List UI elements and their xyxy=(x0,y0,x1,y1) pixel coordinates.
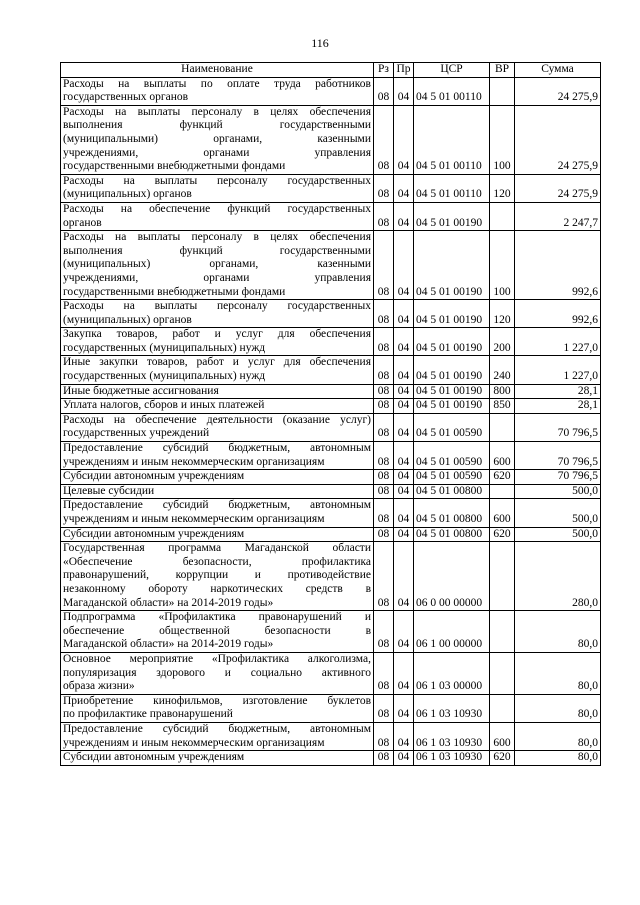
row-name xyxy=(61,527,374,542)
row-name-line: государственных (муниципальных) нужд xyxy=(63,341,266,354)
row-csr: 04 5 01 00800 xyxy=(414,484,490,499)
row-sum: 80,0 xyxy=(515,652,601,694)
row-name xyxy=(61,751,374,766)
row-vr: 600 xyxy=(490,442,515,470)
row-name-line: Магаданской области» на 2014-2019 годы» xyxy=(63,638,274,651)
row-vr xyxy=(490,413,515,441)
row-name xyxy=(61,542,374,611)
row-csr: 04 5 01 00190 xyxy=(414,356,490,384)
row-name-line: государственными внебюджетными фондами xyxy=(63,160,286,173)
row-name xyxy=(61,484,374,499)
row-name-line: образа жизни» xyxy=(63,680,135,693)
row-sum: 80,0 xyxy=(515,611,601,653)
row-sum: 70 796,5 xyxy=(515,442,601,470)
table-row xyxy=(61,722,601,750)
row-csr: 06 1 03 10930 xyxy=(414,751,490,766)
row-pr: 04 xyxy=(394,542,414,611)
row-vr: 620 xyxy=(490,470,515,485)
row-name xyxy=(61,399,374,414)
table-row xyxy=(61,470,601,485)
row-rz: 08 xyxy=(374,722,394,750)
row-vr: 850 xyxy=(490,399,515,414)
row-pr: 04 xyxy=(394,356,414,384)
row-csr: 04 5 01 00800 xyxy=(414,527,490,542)
row-name-line: Основное мероприятие «Профилактика алкоголизма, xyxy=(63,652,371,665)
row-name-line: правонарушений, коррупции и противодействие xyxy=(63,569,371,582)
row-csr: 06 1 03 00000 xyxy=(414,652,490,694)
row-sum: 280,0 xyxy=(515,542,601,611)
row-rz: 08 xyxy=(374,652,394,694)
row-name-line: Иные закупки товаров, работ и услуг для обеспечения xyxy=(63,356,371,369)
row-vr: 100 xyxy=(490,231,515,300)
table-row xyxy=(61,442,601,470)
row-sum: 992,6 xyxy=(515,231,601,300)
table-row xyxy=(61,105,601,174)
row-name-line: (муниципальных) органами, казенными xyxy=(63,258,371,271)
row-name xyxy=(61,202,374,230)
row-name-line: Уплата налогов, сборов и иных платежей xyxy=(63,399,265,412)
row-name-line: Закупка товаров, работ и услуг для обеспечения xyxy=(63,328,371,341)
row-csr: 04 5 01 00190 xyxy=(414,399,490,414)
row-csr: 04 5 01 00190 xyxy=(414,328,490,356)
row-name xyxy=(61,442,374,470)
row-vr xyxy=(490,652,515,694)
table-row xyxy=(61,300,601,328)
row-rz: 08 xyxy=(374,105,394,174)
table-row xyxy=(61,542,601,611)
row-rz: 08 xyxy=(374,356,394,384)
row-vr: 620 xyxy=(490,751,515,766)
header-csr: ЦСР xyxy=(414,63,490,78)
row-pr: 04 xyxy=(394,77,414,105)
table-row xyxy=(61,356,601,384)
table-row xyxy=(61,499,601,527)
table-row xyxy=(61,652,601,694)
row-vr xyxy=(490,202,515,230)
table-row xyxy=(61,202,601,230)
row-pr: 04 xyxy=(394,384,414,399)
row-name-line: (муниципальными) органами, казенными xyxy=(63,132,371,145)
row-pr: 04 xyxy=(394,652,414,694)
table-row xyxy=(61,399,601,414)
row-vr: 120 xyxy=(490,174,515,202)
row-name-line: Целевые субсидии xyxy=(63,484,155,497)
row-csr: 04 5 01 00590 xyxy=(414,470,490,485)
row-name-line: Приобретение кинофильмов, изготовление буклетов xyxy=(63,694,371,707)
row-name-line: незаконному обороту наркотических средств в xyxy=(63,582,371,595)
row-sum: 500,0 xyxy=(515,484,601,499)
row-sum: 70 796,5 xyxy=(515,413,601,441)
row-name xyxy=(61,328,374,356)
row-name-line: учреждениями, органами управления xyxy=(63,146,371,159)
row-rz: 08 xyxy=(374,231,394,300)
table-row xyxy=(61,384,601,399)
row-name-line: Предоставление субсидий бюджетным, автономным xyxy=(63,442,371,455)
row-csr: 06 1 03 10930 xyxy=(414,722,490,750)
row-sum: 1 227,0 xyxy=(515,356,601,384)
row-name-line: государственными внебюджетными фондами xyxy=(63,285,286,298)
row-csr: 04 5 01 00590 xyxy=(414,442,490,470)
row-sum: 500,0 xyxy=(515,527,601,542)
row-sum: 80,0 xyxy=(515,751,601,766)
row-name-line: по профилактике правонарушений xyxy=(63,708,233,721)
row-name-line: выполнения функций государственными xyxy=(63,244,371,257)
row-sum: 992,6 xyxy=(515,300,601,328)
row-vr xyxy=(490,484,515,499)
row-name-line: Расходы на выплаты персоналу государственных xyxy=(63,174,371,187)
row-rz: 08 xyxy=(374,202,394,230)
row-sum: 2 247,7 xyxy=(515,202,601,230)
row-name xyxy=(61,356,374,384)
row-rz: 08 xyxy=(374,328,394,356)
table-header-row xyxy=(61,63,601,78)
row-rz: 08 xyxy=(374,499,394,527)
row-csr: 04 5 01 00110 xyxy=(414,174,490,202)
row-vr: 200 xyxy=(490,328,515,356)
row-sum: 500,0 xyxy=(515,499,601,527)
row-vr xyxy=(490,77,515,105)
row-csr: 04 5 01 00800 xyxy=(414,499,490,527)
row-rz: 08 xyxy=(374,694,394,722)
row-csr: 04 5 01 00190 xyxy=(414,231,490,300)
row-name-line: обеспечение общественной безопасности в xyxy=(63,624,371,637)
budget-table xyxy=(60,62,601,766)
table-row xyxy=(61,694,601,722)
row-sum: 24 275,9 xyxy=(515,77,601,105)
row-name-line: Предоставление субсидий бюджетным, автономным xyxy=(63,722,371,735)
row-pr: 04 xyxy=(394,300,414,328)
row-pr: 04 xyxy=(394,611,414,653)
row-rz: 08 xyxy=(374,413,394,441)
row-rz: 08 xyxy=(374,542,394,611)
row-pr: 04 xyxy=(394,202,414,230)
row-name xyxy=(61,300,374,328)
row-vr: 100 xyxy=(490,105,515,174)
row-sum: 24 275,9 xyxy=(515,105,601,174)
row-name xyxy=(61,413,374,441)
table-row xyxy=(61,328,601,356)
row-sum: 24 275,9 xyxy=(515,174,601,202)
header-sum: Сумма xyxy=(515,63,601,78)
row-vr xyxy=(490,694,515,722)
row-name xyxy=(61,470,374,485)
row-name xyxy=(61,174,374,202)
table-row xyxy=(61,174,601,202)
row-csr: 04 5 01 00190 xyxy=(414,300,490,328)
row-csr: 06 1 00 00000 xyxy=(414,611,490,653)
row-name xyxy=(61,694,374,722)
row-name-line: Субсидии автономным учреждениям xyxy=(63,470,245,483)
table-row xyxy=(61,77,601,105)
row-pr: 04 xyxy=(394,399,414,414)
row-name xyxy=(61,722,374,750)
table-body xyxy=(61,77,601,765)
row-pr: 04 xyxy=(394,174,414,202)
row-name-line: Субсидии автономным учреждениям xyxy=(63,527,245,540)
row-csr: 06 0 00 00000 xyxy=(414,542,490,611)
row-name xyxy=(61,652,374,694)
row-name-line: Магаданской области» на 2014-2019 годы» xyxy=(63,596,274,609)
row-pr: 04 xyxy=(394,413,414,441)
row-name-line: органов xyxy=(63,216,102,229)
row-pr: 04 xyxy=(394,484,414,499)
page-number: 116 xyxy=(311,36,329,50)
row-vr: 600 xyxy=(490,499,515,527)
table-row xyxy=(61,413,601,441)
row-sum: 28,1 xyxy=(515,399,601,414)
row-name-line: (муниципальных) органов xyxy=(63,313,192,326)
row-pr: 04 xyxy=(394,231,414,300)
row-name-line: учреждениями, органами управления xyxy=(63,271,371,284)
row-name-line: государственных органов xyxy=(63,91,189,104)
row-pr: 04 xyxy=(394,442,414,470)
row-name xyxy=(61,384,374,399)
row-rz: 08 xyxy=(374,484,394,499)
row-name xyxy=(61,611,374,653)
row-name xyxy=(61,499,374,527)
row-name-line: государственных учреждений xyxy=(63,427,210,440)
row-name-line: Расходы на выплаты по оплате труда работников xyxy=(63,77,371,90)
row-name-line: Иные бюджетные ассигнования xyxy=(63,384,219,397)
row-rz: 08 xyxy=(374,399,394,414)
table-row xyxy=(61,231,601,300)
table-row xyxy=(61,527,601,542)
row-pr: 04 xyxy=(394,328,414,356)
row-pr: 04 xyxy=(394,105,414,174)
row-pr: 04 xyxy=(394,499,414,527)
row-name-line: Подпрограмма «Профилактика правонарушений и xyxy=(63,611,371,624)
row-name-line: государственных (муниципальных) нужд xyxy=(63,370,266,383)
table-row xyxy=(61,484,601,499)
row-rz: 08 xyxy=(374,611,394,653)
row-pr: 04 xyxy=(394,694,414,722)
row-pr: 04 xyxy=(394,527,414,542)
row-name-line: Расходы на выплаты персоналу в целях обеспечения xyxy=(63,105,371,118)
header-pr: Пр xyxy=(394,63,414,78)
row-name-line: выполнения функций государственными xyxy=(63,119,371,132)
row-rz: 08 xyxy=(374,174,394,202)
row-rz: 08 xyxy=(374,77,394,105)
row-rz: 08 xyxy=(374,442,394,470)
row-vr xyxy=(490,611,515,653)
row-name-line: учреждениям и иным некоммерческим организациям xyxy=(63,513,325,525)
table-row xyxy=(61,751,601,766)
table-row xyxy=(61,611,601,653)
row-name xyxy=(61,231,374,300)
row-name-line: Расходы на выплаты персоналу в целях обеспечения xyxy=(63,231,371,244)
row-rz: 08 xyxy=(374,384,394,399)
row-csr: 04 5 01 00110 xyxy=(414,105,490,174)
row-vr: 800 xyxy=(490,384,515,399)
header-vr: ВР xyxy=(490,63,515,78)
row-csr: 04 5 01 00190 xyxy=(414,202,490,230)
row-csr: 04 5 01 00590 xyxy=(414,413,490,441)
row-vr: 620 xyxy=(490,527,515,542)
row-vr: 600 xyxy=(490,722,515,750)
row-name-line: учреждениям и иным некоммерческим организациям xyxy=(63,455,325,468)
row-name-line: Государственная программа Магаданской области xyxy=(63,542,371,555)
row-sum: 70 796,5 xyxy=(515,470,601,485)
row-name-line: Расходы на обеспечение функций государственных xyxy=(63,202,371,215)
row-csr: 06 1 03 10930 xyxy=(414,694,490,722)
row-name-line: «Обеспечение безопасности, профилактика xyxy=(63,555,371,568)
row-vr: 120 xyxy=(490,300,515,328)
row-sum: 1 227,0 xyxy=(515,328,601,356)
row-rz: 08 xyxy=(374,470,394,485)
row-csr: 04 5 01 00110 xyxy=(414,77,490,105)
row-pr: 04 xyxy=(394,470,414,485)
row-vr: 240 xyxy=(490,356,515,384)
header-rz: Рз xyxy=(374,63,394,78)
row-name-line: Расходы на обеспечение деятельности (оказание услуг) xyxy=(63,413,371,426)
row-name xyxy=(61,77,374,105)
row-sum: 80,0 xyxy=(515,694,601,722)
row-vr xyxy=(490,542,515,611)
row-rz: 08 xyxy=(374,751,394,766)
row-name-line: учреждениям и иным некоммерческим организациям xyxy=(63,736,325,749)
row-name-line: Предоставление субсидий бюджетным, автономным xyxy=(63,499,371,512)
row-rz: 08 xyxy=(374,300,394,328)
row-name-line: Субсидии автономным учреждениям xyxy=(63,751,245,764)
row-pr: 04 xyxy=(394,722,414,750)
row-name-line: Расходы на выплаты персоналу государственных xyxy=(63,300,371,313)
header-name: Наименование xyxy=(61,63,374,78)
row-pr: 04 xyxy=(394,751,414,766)
row-name-line: популяризация здорового и социально активного xyxy=(63,666,371,679)
row-name xyxy=(61,105,374,174)
row-name-line: (муниципальных) органов xyxy=(63,188,192,201)
row-csr: 04 5 01 00190 xyxy=(414,384,490,399)
row-sum: 28,1 xyxy=(515,384,601,399)
row-sum: 80,0 xyxy=(515,722,601,750)
row-rz: 08 xyxy=(374,527,394,542)
